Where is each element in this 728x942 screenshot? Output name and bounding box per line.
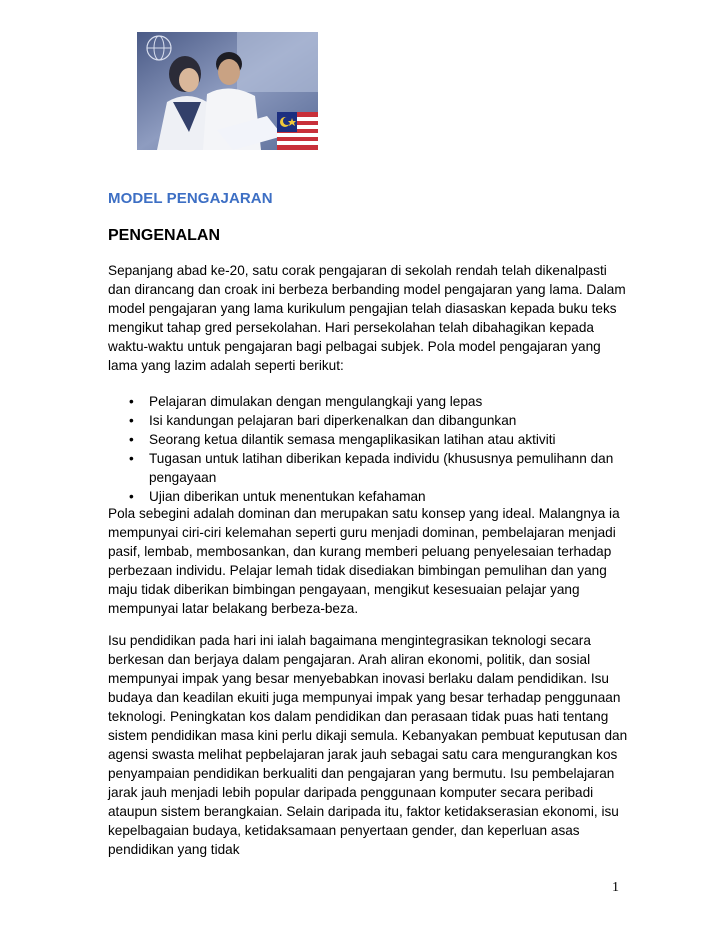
page-number: 1: [612, 880, 619, 895]
paragraph-weakness: Pola sebegini adalah dominan dan merupakan satu konsep yang ideal. Malangnya ia mempunyai ciri-ciri kelemahan seperti guru menjadi dominan, pembelajaran menjadi pasif, lembab, membosankan, dan kurang memberi peluang penyelesaian terhadap perbezaan individu. Pelajar lemah tidak disediakan bimbingan pemulihan dan yang maju tidak diberikan bimbingan pengayaan, mengikut kesesuaian pelajar yang mempunyai latar belakang berbeza-beza.: [108, 506, 620, 616]
list-item-text: Isi kandungan pelajaran bari diperkenalkan dan dibangunkan: [149, 413, 517, 428]
list-item: [108, 411, 628, 430]
section-heading: PENGENALAN: [108, 227, 221, 244]
bullet-icon: •: [129, 394, 134, 409]
bullet-icon: •: [129, 413, 134, 428]
list-item-text: Tugasan untuk latihan diberikan kepada individu (khususnya pemulihann dan pengayaan: [149, 451, 614, 485]
bullet-icon: •: [129, 451, 134, 466]
list-item: [108, 449, 628, 487]
list-item-text: Seorang ketua dilantik semasa mengaplikasikan latihan atau aktiviti: [149, 432, 556, 447]
list-item: [108, 392, 628, 411]
document-title: MODEL PENGAJARAN: [108, 190, 273, 207]
list-item-text: Ujian diberikan untuk menentukan kefahaman: [149, 489, 426, 504]
bullet-icon: •: [129, 432, 134, 447]
classroom-photo-icon: [137, 32, 318, 150]
paragraph-issues: Isu pendidikan pada hari ini ialah bagaimana mengintegrasikan teknologi secara berkesan dan berjaya dalam pengajaran. Arah aliran ekonomi, politik, dan sosial mempunyai impak yang besar menyebabkan inovasi berlaku dalam pendidikan. Isu budaya dan keadilan ekuiti juga mempunyai impak yang besar terhadap penggunaan teknologi. Peningkatan kos dalam pendidikan dan perasaan tidak puas hati tentang sistem pendidikan masa kini perlu dikaji semula. Kebanyakan pembuat keputusan dan agensi swasta melihat pepbelajaran jarak jauh sebagai satu cara mengurangkan kos penyampaian pendidikan berkualiti dan pengajaran yang bermutu. Isu pembelajaran jarak jauh menjadi lebih popular daripada penggunaan komputer secara peribadi ataupun sistem berangkaian. Selain daripada itu, faktor ketidakserasian ekonomi, isu kepelbagaian budaya, ketidaksamaan penyertaan gender, dan keperluan asas pendidikan yang tidak: [108, 633, 628, 857]
list-item-text: Pelajaran dimulakan dengan mengulangkaji yang lepas: [149, 394, 483, 409]
paragraph-intro: Sepanjang abad ke-20, satu corak pengajaran di sekolah rendah telah dikenalpasti dan dirancang dan croak ini berbeza berbanding model pengajaran yang lama. Dalam model pengajaran yang lama kurikulum pengajian telah diasaskan kepada buku teks mengikut tahap gred persekolahan. Hari persekolahan telah dibahagikan kepada waktu-waktu untuk pengajaran bagi pelbagai subjek. Pola model pengajaran yang lama yang lazim adalah seperti berikut:: [108, 263, 626, 373]
bullet-icon: •: [129, 489, 134, 504]
bullet-list: [108, 392, 628, 506]
list-item: [108, 430, 628, 449]
classroom-photo: [137, 32, 318, 150]
